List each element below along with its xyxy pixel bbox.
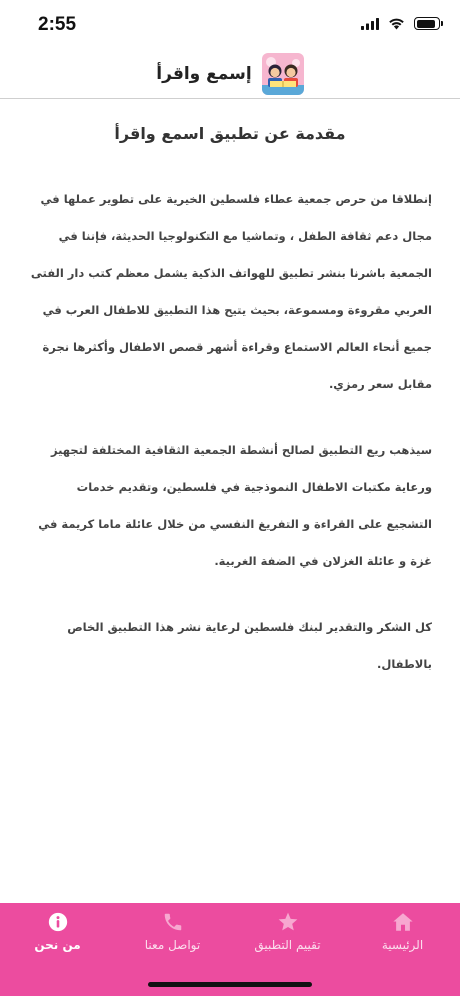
status-icons: [361, 17, 440, 30]
nav-header: [0, 50, 460, 99]
phone-icon: [162, 911, 184, 933]
battery-level: [417, 20, 436, 28]
kids-reading-logo: [262, 53, 304, 95]
home-indicator[interactable]: [148, 982, 312, 987]
home-icon: [392, 911, 414, 933]
tab-home-label: الرئيسية: [381, 938, 424, 952]
app-title: إسمع واقرأ: [156, 64, 252, 84]
tab-contact[interactable]: [123, 911, 223, 961]
tab-about-us[interactable]: [8, 911, 108, 961]
tab-about-us-label: من نحن: [34, 938, 81, 952]
page-heading: مقدمة عن تطبيق اسمع واقرأ: [114, 124, 346, 143]
info-icon: [47, 911, 69, 933]
proceeds-paragraph: سيذهب ريع التطبيق لصالح أنشطة الجمعية الثقافية المختلفة لتجهيز ورعاية مكتبات الاطفال النموذجية في فلسطين، وتقديم خدمات التشجيع على القراءة و التفريغ النفسي من خلال عائلة ماما كريمة في غزة و عائلة الغزلان في الضفة الغربية.: [38, 443, 432, 568]
wifi-icon: [388, 17, 405, 30]
star-icon: [277, 911, 299, 933]
tab-rate-app-label: تقييم التطبيق: [254, 938, 321, 952]
tab-home[interactable]: [353, 911, 453, 961]
thanks-paragraph: كل الشكر والتقدير لبنك فلسطين لرعاية نشر هذا التطبيق الخاص بالاطفال.: [67, 620, 432, 671]
status-time: 2:55: [38, 14, 77, 35]
tab-contact-label: تواصل معنا: [144, 938, 201, 952]
battery-icon: [414, 17, 440, 30]
signal-icon: [361, 18, 379, 30]
status-bar: [0, 0, 460, 50]
tab-rate-app[interactable]: [238, 911, 338, 961]
intro-paragraph: إنطلاقا من حرص جمعية عطاء فلسطين الخيرية على تطوير عملها في مجال دعم ثقافة الطفل ، وتماشيا مع التكنولوجيا الحديثة، فإننا في الجمعية باشرنا بنشر تطبيق للهواتف الذكية يشمل معظم كتب دار الفتى العربي مقروءة ومسموعة، بحيث يتيح هذا التطبيق للاطفال العرب في جميع أنحاء العالم الاستماع وقراءة أشهر قصص الاطفال وأكثرها نجرة مقابل سعر رمزي.: [30, 192, 432, 391]
tab-bar: [0, 903, 460, 996]
about-content: [28, 124, 432, 712]
